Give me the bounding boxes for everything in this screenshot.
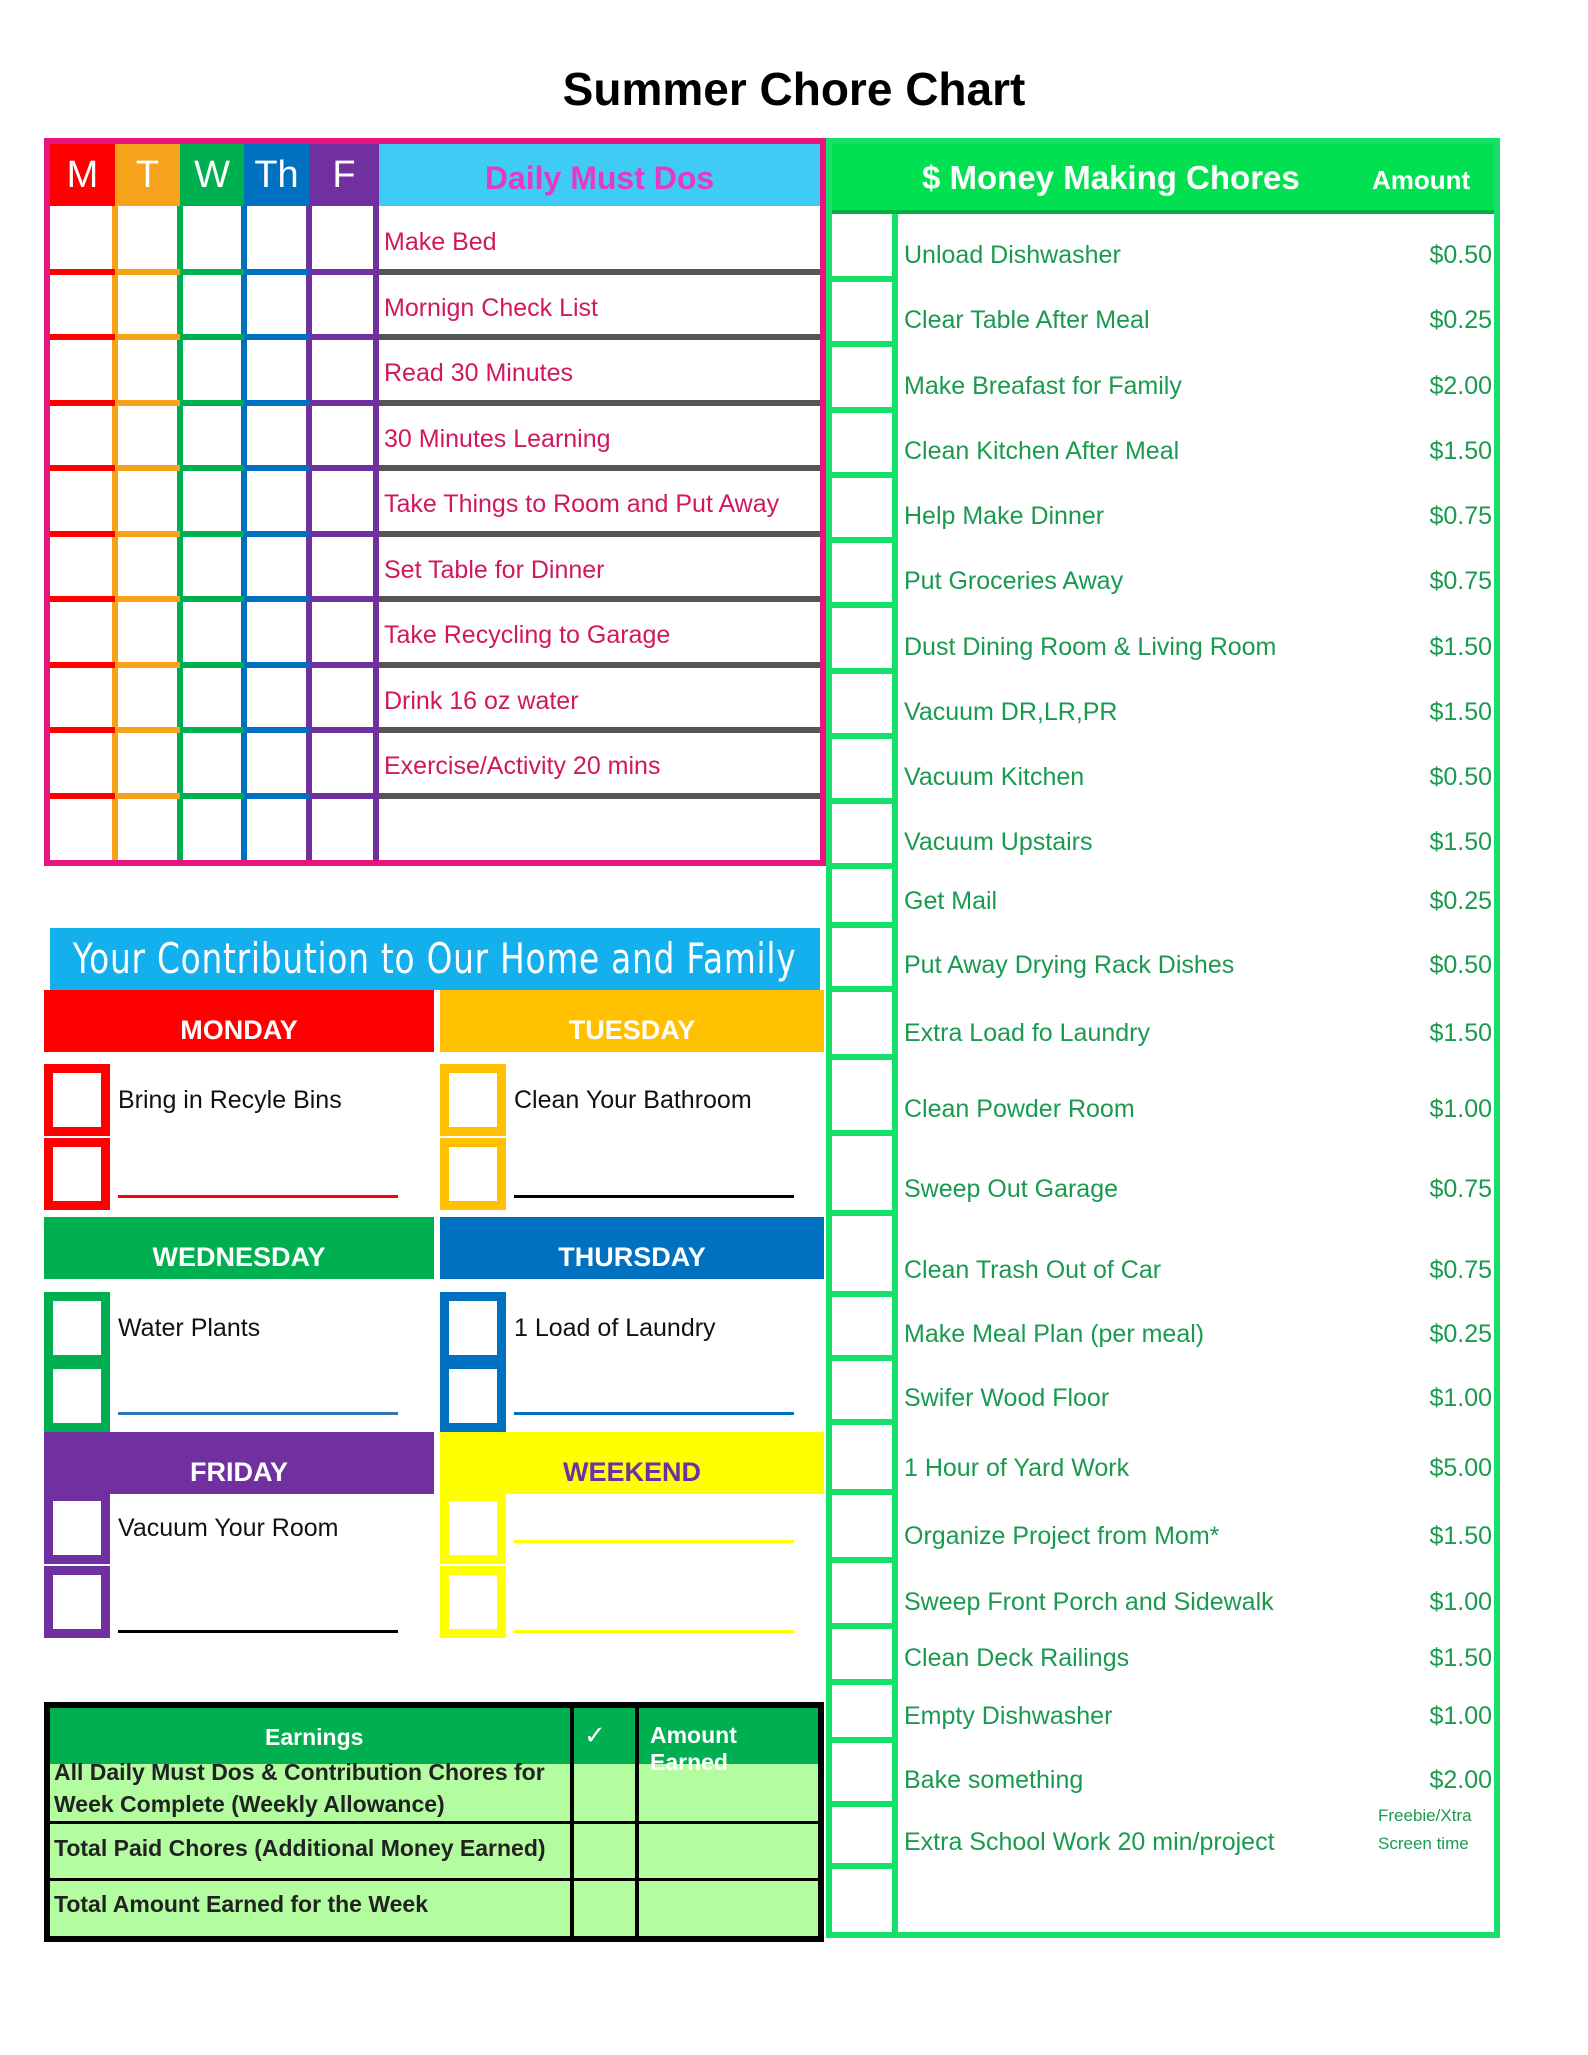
daily-must-dos-table: [44, 138, 826, 866]
money-chore-checkbox[interactable]: [832, 1492, 892, 1560]
money-chore-name: 1 Hour of Yard Work: [904, 1454, 1130, 1482]
contribution-blank-line[interactable]: [514, 1195, 794, 1198]
contribution-blank-line[interactable]: [514, 1540, 794, 1543]
money-chore-checkbox[interactable]: [832, 1057, 892, 1133]
money-chore-checkbox[interactable]: [832, 1294, 892, 1358]
checkbox-f-row-6[interactable]: [309, 534, 379, 600]
checkbox-w-row-5[interactable]: [180, 468, 244, 534]
money-chore-name: Sweep Front Porch and Sidewalk: [904, 1588, 1274, 1616]
checkbox-w-row-4[interactable]: [180, 403, 244, 469]
money-chore-name: Extra School Work 20 min/project: [904, 1828, 1275, 1856]
checkbox-th-row-7[interactable]: [244, 599, 309, 665]
checkbox-t-row-3[interactable]: [115, 337, 180, 403]
contribution-blank-line[interactable]: [514, 1412, 794, 1415]
contribution-blank-line[interactable]: [118, 1630, 398, 1633]
checkbox-f-row-2[interactable]: [309, 272, 379, 338]
checkbox-t-row-1[interactable]: [115, 206, 180, 272]
money-chore-amount: $0.75: [1429, 567, 1492, 595]
money-chore-name: Organize Project from Mom*: [904, 1522, 1220, 1550]
money-chore-name: Make Meal Plan (per meal): [904, 1320, 1205, 1348]
page-title: Summer Chore Chart: [562, 63, 1026, 115]
day-header-th: Th: [244, 144, 309, 206]
money-chore-amount: $0.50: [1429, 763, 1492, 791]
contribution-checkbox[interactable]: [440, 1492, 506, 1564]
contribution-day-weekend: WEEKEND: [440, 1432, 824, 1494]
checkbox-t-row-6[interactable]: [115, 534, 180, 600]
money-chore-name: Make Breafast for Family: [904, 372, 1182, 400]
daily-item: Drink 16 oz water: [384, 686, 579, 715]
checkbox-t-row-5[interactable]: [115, 468, 180, 534]
money-chore-checkbox[interactable]: [832, 736, 892, 801]
money-chore-checkbox[interactable]: [832, 1740, 892, 1804]
day-header-t: T: [115, 144, 180, 206]
money-chore-checkbox-empty[interactable]: [832, 1866, 892, 1932]
daily-item: Exercise/Activity 20 mins: [384, 752, 661, 780]
money-chore-name: Unload Dishwasher: [904, 241, 1121, 269]
contribution-title: Your Contribution to Our Home and Family: [73, 934, 797, 983]
checkbox-t-row-7[interactable]: [115, 599, 180, 665]
checkbox-w-row-1[interactable]: [180, 206, 244, 272]
money-chore-amount: $0.75: [1429, 502, 1492, 530]
contribution-checkbox[interactable]: [440, 1566, 506, 1638]
money-chore-checkbox[interactable]: [832, 605, 892, 671]
checkbox-th-row-6[interactable]: [244, 534, 309, 600]
money-chore-amount: $0.25: [1429, 1320, 1492, 1348]
money-chore-amount: $0.75: [1429, 1175, 1492, 1203]
money-header: [832, 144, 1494, 214]
contribution-checkbox[interactable]: [440, 1360, 506, 1432]
checkbox-t-row-4[interactable]: [115, 403, 180, 469]
checkbox-f-row-3[interactable]: [309, 337, 379, 403]
money-chore-name: Sweep Out Garage: [904, 1175, 1119, 1203]
checkbox-th-row-8[interactable]: [244, 665, 309, 731]
freebie-note: Freebie/Xtra Screen time: [1378, 1806, 1472, 1853]
contribution-checkbox[interactable]: [44, 1360, 110, 1432]
earnings-header: Earnings: [265, 1724, 364, 1750]
money-chore-name: Clear Table After Meal: [904, 306, 1150, 334]
money-chore-amount: $1.00: [1429, 1384, 1492, 1412]
checkbox-th-row-3[interactable]: [244, 337, 309, 403]
checkbox-w-row-6[interactable]: [180, 534, 244, 600]
money-chore-name: Extra Load fo Laundry: [904, 1019, 1150, 1047]
contribution-day-tuesday: TUESDAY: [440, 990, 824, 1052]
check-header: ✓: [584, 1720, 606, 1750]
checkbox-w-row-10[interactable]: [180, 796, 244, 862]
money-chore-amount: $1.50: [1429, 828, 1492, 856]
money-chore-checkbox[interactable]: [832, 866, 892, 925]
money-chore-checkbox[interactable]: [832, 214, 892, 279]
checkbox-th-row-5[interactable]: [244, 468, 309, 534]
money-chore-name: Vacuum Upstairs: [904, 828, 1093, 856]
checkbox-t-row-2[interactable]: [115, 272, 180, 338]
money-chore-checkbox[interactable]: [832, 1626, 892, 1682]
money-chore-name: Swifer Wood Floor: [904, 1384, 1110, 1412]
contribution-blank-line[interactable]: [118, 1195, 398, 1198]
earnings-row-total: Total Amount Earned for the Week: [54, 1891, 428, 1917]
money-chore-checkbox[interactable]: [832, 279, 892, 344]
checkbox-w-row-3[interactable]: [180, 337, 244, 403]
daily-item: 30 Minutes Learning: [384, 424, 611, 453]
money-chore-checkbox[interactable]: [832, 1804, 892, 1866]
amount-cell-3[interactable]: [639, 1881, 818, 1936]
money-chore-checkbox[interactable]: [832, 540, 892, 605]
checkbox-m-row-2[interactable]: [50, 272, 115, 338]
checkbox-f-row-7[interactable]: [309, 599, 379, 665]
daily-item: Read 30 Minutes: [384, 359, 574, 387]
checkbox-th-row-4[interactable]: [244, 403, 309, 469]
money-chore-name: Put Groceries Away: [904, 567, 1124, 595]
money-chore-amount: $1.50: [1429, 1019, 1492, 1047]
earnings-row-weekly-allowance: All Daily Must Dos & Contribution Chores for Week Complete (Weekly Allowance): [54, 1759, 545, 1817]
check-cell-1[interactable]: [574, 1764, 635, 1821]
checkbox-t-row-8[interactable]: [115, 665, 180, 731]
money-chore-name: Clean Trash Out of Car: [904, 1256, 1162, 1284]
amount-header: Amount: [1372, 165, 1471, 195]
checkbox-th-row-2[interactable]: [244, 272, 309, 338]
checkbox-m-row-8[interactable]: [50, 665, 115, 731]
checkbox-th-row-10[interactable]: [244, 796, 309, 862]
checkbox-m-row-3[interactable]: [50, 337, 115, 403]
money-chore-amount: $1.00: [1429, 1588, 1492, 1616]
daily-item: Set Table for Dinner: [384, 555, 605, 584]
money-chore-checkbox[interactable]: [832, 801, 892, 866]
money-chore-amount: $5.00: [1429, 1454, 1492, 1482]
money-chore-checkbox[interactable]: [832, 410, 892, 475]
checkbox-m-row-4[interactable]: [50, 403, 115, 469]
checkbox-th-row-1[interactable]: [244, 206, 309, 272]
contribution-task: 1 Load of Laundry: [514, 1314, 716, 1342]
day-header-f: F: [309, 144, 379, 206]
check-cell-2[interactable]: [574, 1824, 635, 1878]
money-chore-checkbox[interactable]: [832, 1560, 892, 1626]
checkbox-th-row-9[interactable]: [244, 730, 309, 796]
money-chore-checkbox[interactable]: [832, 989, 892, 1057]
earnings-row-paid-chores: Total Paid Chores (Additional Money Earned): [54, 1835, 546, 1861]
amount-cell-1[interactable]: [639, 1764, 818, 1821]
contribution-task: Clean Your Bathroom: [514, 1086, 752, 1114]
money-chore-amount: $1.50: [1429, 1522, 1492, 1550]
daily-item: Mornign Check List: [384, 293, 598, 322]
daily-must-dos-title: Daily Must Dos: [379, 144, 820, 206]
money-chore-amount: $1.50: [1429, 437, 1492, 465]
checkbox-w-row-8[interactable]: [180, 665, 244, 731]
checkbox-t-row-9[interactable]: [115, 730, 180, 796]
checkbox-w-row-7[interactable]: [180, 599, 244, 665]
checkbox-m-row-10[interactable]: [50, 796, 115, 862]
money-chore-checkbox[interactable]: [832, 1213, 892, 1294]
checkbox-m-row-9[interactable]: [50, 730, 115, 796]
checkbox-w-row-2[interactable]: [180, 272, 244, 338]
money-chore-checkbox[interactable]: [832, 1358, 892, 1422]
money-chore-name: Vacuum Kitchen: [904, 763, 1085, 791]
money-chore-amount: $2.00: [1429, 372, 1492, 400]
checkbox-f-row-9[interactable]: [309, 730, 379, 796]
amount-earned-header: Amount Earned: [650, 1722, 737, 1775]
money-chore-checkbox[interactable]: [832, 1682, 892, 1740]
contribution-blank-line[interactable]: [118, 1412, 398, 1415]
contribution-day-thursday: THURSDAY: [440, 1217, 824, 1279]
money-chore-name: Empty Dishwasher: [904, 1702, 1113, 1730]
amount-cell-2[interactable]: [639, 1824, 818, 1878]
checkbox-m-row-5[interactable]: [50, 468, 115, 534]
money-chore-name: Help Make Dinner: [904, 502, 1105, 530]
money-chore-amount: $0.50: [1429, 241, 1492, 269]
contribution-checkbox[interactable]: [44, 1566, 110, 1638]
money-making-chores-table: [826, 138, 1500, 1938]
money-chore-amount: $0.75: [1429, 1256, 1492, 1284]
contribution-checkbox[interactable]: [44, 1292, 110, 1364]
contribution-task: Bring in Recyle Bins: [118, 1086, 342, 1114]
money-chore-name: Bake something: [904, 1766, 1084, 1794]
contribution-checkbox[interactable]: [44, 1138, 110, 1210]
day-header-m: M: [50, 144, 115, 206]
checkbox-f-row-8[interactable]: [309, 665, 379, 731]
checkbox-m-row-7[interactable]: [50, 599, 115, 665]
money-chore-amount: $1.50: [1429, 633, 1492, 661]
contribution-checkbox[interactable]: [44, 1064, 110, 1136]
contribution-checkbox[interactable]: [44, 1492, 110, 1564]
money-chore-name: Clean Deck Railings: [904, 1644, 1130, 1672]
money-title: $ Money Making Chores: [922, 159, 1300, 196]
money-chore-checkbox[interactable]: [832, 925, 892, 989]
money-chore-checkbox[interactable]: [832, 671, 892, 736]
money-chore-amount: $1.00: [1429, 1095, 1492, 1123]
checkbox-f-row-5[interactable]: [309, 468, 379, 534]
contribution-checkbox[interactable]: [440, 1138, 506, 1210]
checkbox-f-row-4[interactable]: [309, 403, 379, 469]
contribution-task: Vacuum Your Room: [118, 1514, 339, 1542]
checkbox-f-row-1[interactable]: [309, 206, 379, 272]
checkbox-f-row-10[interactable]: [309, 796, 379, 862]
earnings-table: [44, 1702, 824, 1942]
money-chore-amount: $1.50: [1429, 698, 1492, 726]
contribution-checkbox[interactable]: [440, 1292, 506, 1364]
money-chore-name: Put Away Drying Rack Dishes: [904, 951, 1235, 979]
money-chore-amount: $1.00: [1429, 1702, 1492, 1730]
money-chore-amount: $2.00: [1429, 1766, 1492, 1794]
money-chore-checkbox[interactable]: [832, 475, 892, 540]
money-chore-checkbox[interactable]: [832, 1422, 892, 1492]
daily-item: Take Things to Room and Put Away: [384, 490, 780, 518]
checkbox-m-row-6[interactable]: [50, 534, 115, 600]
checkbox-t-row-10[interactable]: [115, 796, 180, 862]
daily-item: Take Recycling to Garage: [384, 621, 671, 649]
daily-item: Make Bed: [384, 228, 497, 256]
money-chore-name: Get Mail: [904, 887, 998, 915]
day-header-w: W: [180, 144, 244, 206]
money-chore-name: Clean Powder Room: [904, 1095, 1135, 1123]
money-chore-amount: $0.25: [1429, 306, 1492, 334]
money-chore-amount: $0.50: [1429, 951, 1492, 979]
money-chore-checkbox[interactable]: [832, 344, 892, 410]
check-cell-3[interactable]: [574, 1881, 635, 1936]
money-chore-name: Clean Kitchen After Meal: [904, 437, 1180, 465]
money-chore-amount: $1.50: [1429, 1644, 1492, 1672]
contribution-day-friday: FRIDAY: [44, 1432, 434, 1494]
money-chore-amount: $0.25: [1429, 887, 1492, 915]
contribution-day-wednesday: WEDNESDAY: [44, 1217, 434, 1279]
checkbox-w-row-9[interactable]: [180, 730, 244, 796]
money-chore-name: Vacuum DR,LR,PR: [904, 698, 1118, 726]
checkbox-m-row-1[interactable]: [50, 206, 115, 272]
money-chore-name: Dust Dining Room & Living Room: [904, 633, 1277, 661]
contribution-blank-line[interactable]: [514, 1630, 794, 1633]
contribution-task: Water Plants: [118, 1314, 261, 1342]
contribution-day-monday: MONDAY: [44, 990, 434, 1052]
money-chore-checkbox[interactable]: [832, 1133, 892, 1213]
contribution-checkbox[interactable]: [440, 1064, 506, 1136]
